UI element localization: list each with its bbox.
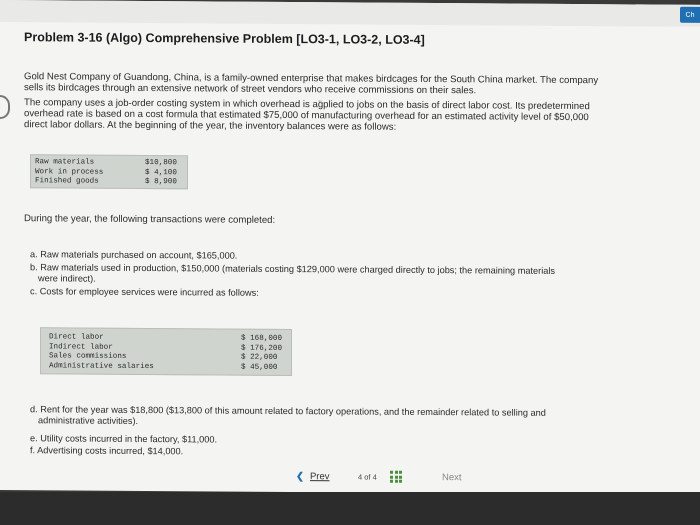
top-bar <box>0 0 700 27</box>
transaction-d-line-1: d. Rent for the year was $18,800 ($13,800 of this amount related to factory operations, and the remainder related to selling and <box>30 404 546 418</box>
employee-cost-label: Administrative salaries <box>49 361 154 371</box>
transaction-b <box>30 262 650 288</box>
inventory-row <box>35 177 183 188</box>
inventory-label: Work in process <box>35 167 104 177</box>
employee-cost-label: Indirect labor <box>49 342 113 352</box>
employee-cost-amount: $ 168,000 <box>241 334 283 343</box>
page-indicator <box>358 472 377 481</box>
page-total: 4 <box>372 472 377 482</box>
corner-button[interactable]: Ch <box>680 7 700 23</box>
employee-cost-amount: $ 176,200 <box>241 344 283 353</box>
chevron-left-icon: ❮ <box>296 471 304 483</box>
employee-cost-row <box>49 362 283 373</box>
intro-paragraph-1 <box>24 71 656 97</box>
inventory-table <box>30 154 188 189</box>
intro-p2-line-1: The company uses a job-order costing system in which overhead is ag̈plied to jobs on the basis of direct labor cost. Its predetermined <box>24 97 590 113</box>
transaction-b-line-1: b. Raw materials used in production, $150,000 (materials costing $129,000 were charged directly to jobs; the remaining materials <box>30 262 555 276</box>
intro-p2-line-2: overhead rate is based on a cost formula that estimated $75,000 of manufacturing overhead for an estimated activity level of $50,000 <box>24 108 589 124</box>
transaction-e: e. Utility costs incurred in the factory, $11,000. <box>30 433 218 445</box>
transaction-b-line-2: were indirect). <box>38 272 96 284</box>
inventory-amount: $ 8,900 <box>145 178 177 187</box>
page-current: 4 <box>358 472 363 482</box>
page-title: Problem 3-16 (Algo) Comprehensive Problem [LO3-1, LO3-2, LO3-4] <box>24 30 425 47</box>
pagination-bar <box>0 460 700 495</box>
employee-cost-label: Direct labor <box>49 333 104 342</box>
prev-button[interactable] <box>296 471 330 482</box>
intro-p1-line-2: sells its birdcages through an extensive network of street vendors who receive commissions on their sales. <box>24 82 477 97</box>
next-button[interactable]: Next <box>442 472 462 484</box>
inventory-label: Raw materials <box>35 158 95 167</box>
transaction-d-line-2: administrative activities). <box>38 414 139 426</box>
employee-cost-amount: $ 22,000 <box>241 353 278 362</box>
transaction-d <box>30 404 650 430</box>
inventory-label: Finished goods <box>35 177 99 186</box>
page-of: of <box>364 472 371 482</box>
transactions-intro: During the year, the following transactions were completed: <box>24 213 276 226</box>
employee-cost-amount: $ 45,000 <box>241 363 278 372</box>
intro-p1-line-1: Gold Nest Company of Guandong, China, is a family-owned enterprise that makes birdcages for the South China market. The company <box>24 71 599 87</box>
inventory-amount: $ 4,100 <box>145 168 177 177</box>
inventory-amount: $10,800 <box>145 159 177 168</box>
side-handle-icon[interactable] <box>0 95 10 119</box>
intro-paragraph-2 <box>24 97 656 134</box>
employee-cost-label: Sales commissions <box>49 352 127 361</box>
transaction-a: a. Raw materials purchased on account, $165,000. <box>30 249 238 261</box>
grid-icon[interactable] <box>390 471 402 483</box>
screen-bottom-edge <box>0 492 700 525</box>
intro-p2-line-3: direct labor dollars. At the beginning of the year, the inventory balances were as follows: <box>24 119 397 133</box>
transaction-c: c. Costs for employee services were incurred as follows: <box>30 286 259 298</box>
transaction-f: f. Advertising costs incurred, $14,000. <box>30 445 184 457</box>
prev-label: Prev <box>309 471 330 483</box>
employee-costs-table <box>40 327 292 376</box>
